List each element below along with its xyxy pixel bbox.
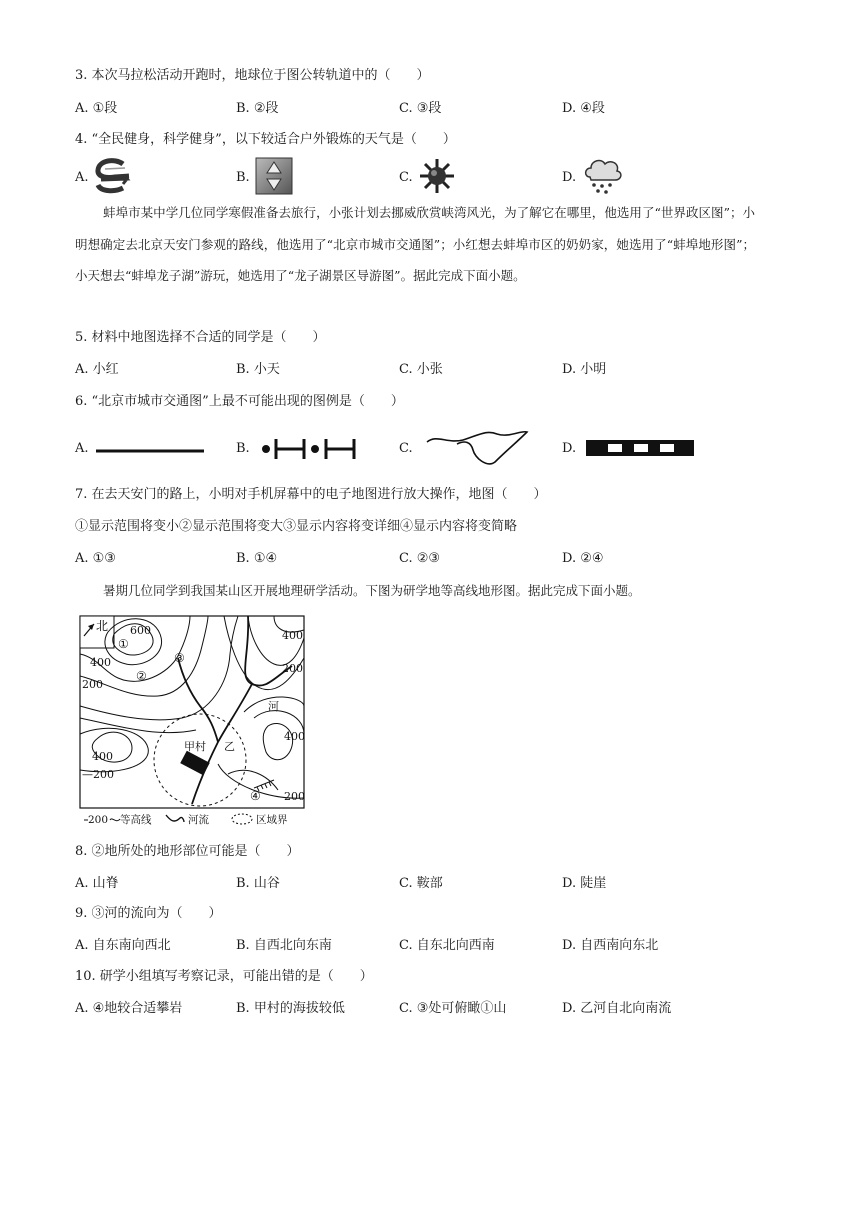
q10-option-a: A. ④地较合适攀岩 [75, 1001, 183, 1016]
q10-option-d: D. 乙河自北向南流 [562, 1001, 672, 1016]
contour-map [78, 614, 308, 834]
north-label: 北 [96, 619, 109, 633]
yi-label: 乙 [224, 740, 235, 753]
legend-region-text: 区域界 [256, 814, 288, 826]
q7-option-a: A. ①③ [75, 551, 116, 566]
q3-option-b: B. ②段 [236, 101, 279, 116]
q5-option-b: B. 小天 [236, 362, 280, 377]
q7-option-d: D. ②④ [562, 551, 604, 566]
typhoon-icon [255, 157, 293, 199]
q9-option-d: D. 自西南向东北 [562, 938, 659, 953]
q10-option-b: B. 甲村的海拔较低 [236, 1001, 345, 1016]
q9-option-b: B. 自西北向东南 [236, 938, 332, 953]
q6-stem: 6. “北京市城市交通图”上最不可能出现的图例是（ ） [75, 394, 404, 409]
contour-label-200-sw: —200 [82, 768, 114, 781]
contour-label-600: 600 [130, 624, 151, 637]
legend-contour-text: 等高线 [120, 814, 152, 826]
q6-label-a: A. [75, 441, 89, 456]
q4-label-a: A. [75, 170, 89, 185]
q7-option-b: B. ①④ [236, 551, 278, 566]
q7-choices: ①显示范围将变小②显示范围将变大③显示内容将变详细④显示内容将变简略 [75, 519, 518, 534]
q5-stem: 5. 材料中地图选择不合适的同学是（ ） [75, 330, 326, 345]
q8-stem: 8. ②地所处的地形部位可能是（ ） [75, 844, 300, 859]
contour-label-200-left: 200 [82, 678, 103, 691]
legend-boundary-symbol [262, 436, 362, 466]
sun-icon [418, 157, 456, 199]
q8-option-c: C. 鞍部 [399, 876, 443, 891]
q8-option-b: B. 山谷 [236, 876, 280, 891]
q10-option-c: C. ③处可俯瞰①山 [399, 1001, 507, 1016]
q9-option-a: A. 自东南向西北 [75, 938, 171, 953]
legend-railway-symbol [586, 440, 694, 460]
rain-cloud-icon [582, 155, 624, 199]
contour-label-400-se: 400 [284, 730, 305, 743]
material-paragraph-1: 蚌埠市某中学几位同学寒假准备去旅行，小张计划去挪威欣赏峡湾风光，为了解它在哪里，他选用了“世界政区图”；小明想确定去北京天安门参观的路线，他选用了“北京市城市交通图”；小红想去蚌埠市区的奶奶家，她选用了“蚌埠地形图”；小天想去“蚌埠龙子湖”游玩，她选用了“龙子湖景区导游图”。据此完成下面小题。 [75, 205, 755, 283]
q9-stem: 9. ③河的流向为（ ） [75, 906, 222, 921]
contour-label-400-right: 400 [282, 629, 303, 642]
point-3: ③ [174, 651, 185, 665]
point-2: ② [136, 669, 147, 683]
point-1: ① [118, 637, 129, 651]
point-4: ④ [250, 789, 261, 803]
village-label: 甲村 [184, 740, 206, 753]
q3-option-c: C. ③段 [399, 101, 442, 116]
contour-label-200-right: 200 [282, 662, 303, 675]
q7-option-c: C. ②③ [399, 551, 441, 566]
q3-stem: 3. 本次马拉松活动开跑时，地球位于图公转轨道中的（ ） [75, 68, 430, 83]
q6-label-d: D. [562, 441, 577, 456]
contour-label-200-se: 200 [284, 790, 305, 803]
q6-label-c: C. [399, 441, 413, 456]
q8-option-a: A. 山脊 [75, 876, 119, 891]
q5-option-d: D. 小明 [562, 362, 607, 377]
q3-option-a: A. ①段 [75, 101, 118, 116]
q6-label-b: B. [236, 441, 250, 456]
q4-stem: 4. “全民健身，科学健身”，以下较适合户外锻炼的天气是（ ） [75, 132, 456, 147]
sandstorm-icon [93, 158, 137, 198]
q5-option-a: A. 小红 [75, 362, 119, 377]
legend-road-symbol [96, 445, 204, 460]
q10-stem: 10. 研学小组填写考察记录，可能出错的是（ ） [75, 969, 373, 984]
q4-label-b: B. [236, 170, 250, 185]
contour-label-400-sw: 400 [92, 750, 113, 763]
material-paragraph-2: 暑期几位同学到我国某山区开展地理研学活动。下图为研学地等高线地形图。据此完成下面小题。 [103, 583, 641, 598]
q5-option-c: C. 小张 [399, 362, 443, 377]
legend-contour-value: 200 [88, 814, 109, 826]
q8-option-d: D. 陡崖 [562, 876, 607, 891]
q7-stem: 7. 在去天安门的路上，小明对手机屏幕中的电子地图进行放大操作，地图（ ） [75, 487, 547, 502]
river-label: 河 [268, 700, 279, 713]
q9-option-c: C. 自东北向西南 [399, 938, 495, 953]
legend-river-symbol [425, 428, 531, 472]
q3-option-d: D. ④段 [562, 101, 605, 116]
q4-label-c: C. [399, 170, 413, 185]
contour-label-400-left: 400 [90, 656, 111, 669]
legend-river-text: 河流 [188, 814, 209, 826]
q4-label-d: D. [562, 170, 577, 185]
